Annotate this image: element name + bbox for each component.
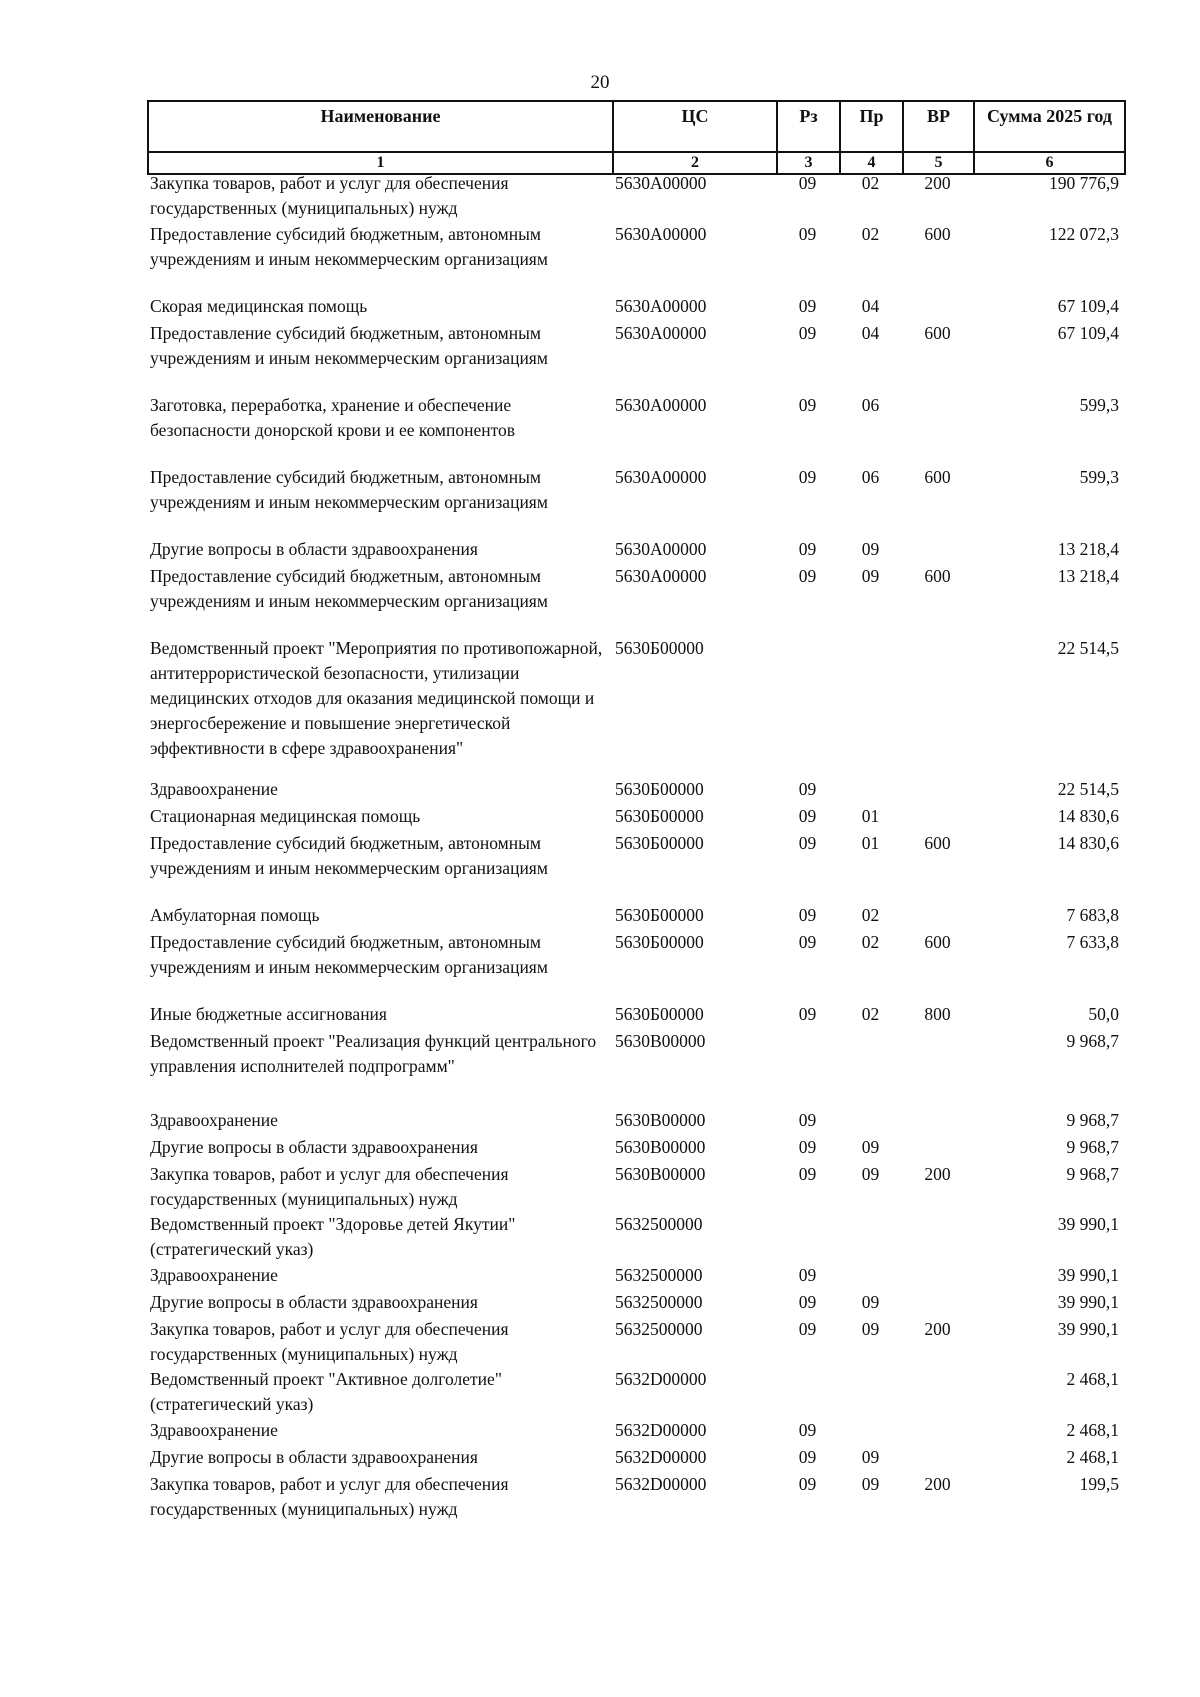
- table-row: [147, 1472, 1124, 1522]
- table-row: [147, 1290, 1124, 1317]
- row-rz-code: 09: [798, 1265, 817, 1285]
- table-row: [147, 777, 1124, 804]
- table-row: [147, 1263, 1124, 1290]
- row-cs-code: 5630А00000: [615, 395, 707, 415]
- row-pr-code: 09: [861, 1137, 880, 1157]
- row-vr-code: 200: [924, 1474, 951, 1494]
- row-rz-code: 09: [798, 905, 817, 925]
- row-pr-code: [839, 1418, 902, 1445]
- row-rz-code: 09: [798, 467, 817, 487]
- row-rz-code: 09: [798, 932, 817, 952]
- row-sum-value: 7 683,8: [1066, 905, 1119, 925]
- row-pr-code: 01: [861, 833, 880, 853]
- row-vr-code: 600: [924, 224, 951, 244]
- row-name: Иные бюджетные ассигнования: [150, 1004, 387, 1024]
- row-rz-code: 09: [798, 296, 817, 316]
- row-pr-code: 09: [861, 1447, 880, 1467]
- row-rz-code: 09: [798, 323, 817, 343]
- row-vr-code: [902, 1367, 973, 1418]
- row-rz-code: 09: [798, 1292, 817, 1312]
- row-vr-code: [902, 1418, 973, 1445]
- row-rz-code: 09: [798, 1447, 817, 1467]
- column-number: 6: [974, 152, 1125, 174]
- row-rz-code: 09: [798, 539, 817, 559]
- table-row: [147, 636, 1124, 777]
- row-name: Ведомственный проект "Здоровье детей Якутии" (стратегический указ): [150, 1214, 516, 1259]
- row-vr-code: [902, 1135, 973, 1162]
- row-sum-value: 599,3: [1079, 395, 1119, 415]
- row-cs-code: 5630Б00000: [615, 932, 704, 952]
- table-row: [147, 1162, 1124, 1212]
- row-cs-code: 5632500000: [615, 1265, 703, 1285]
- row-vr-code: [902, 1445, 973, 1472]
- row-name: Закупка товаров, работ и услуг для обеспечения государственных (муниципальных) нужд: [150, 1164, 509, 1209]
- row-vr-code: 200: [924, 1164, 951, 1184]
- row-vr-code: 600: [924, 833, 951, 853]
- row-vr-code: [902, 903, 973, 930]
- row-pr-code: 09: [861, 1292, 880, 1312]
- row-cs-code: 5630А00000: [615, 173, 707, 193]
- row-cs-code: 5630В00000: [615, 1164, 706, 1184]
- row-rz-code: [776, 1029, 839, 1108]
- table-row: [147, 1445, 1124, 1472]
- row-pr-code: 09: [861, 1474, 880, 1494]
- row-sum-value: 2 468,1: [1066, 1369, 1119, 1389]
- row-cs-code: 5632500000: [615, 1292, 703, 1312]
- row-sum-value: 199,5: [1079, 1474, 1119, 1494]
- row-sum-value: 50,0: [1088, 1004, 1119, 1024]
- row-sum-value: 39 990,1: [1057, 1265, 1119, 1285]
- row-pr-code: [839, 1367, 902, 1418]
- row-name: Здравоохранение: [150, 1420, 278, 1440]
- row-name: Скорая медицинская помощь: [150, 296, 368, 316]
- row-cs-code: 5630А00000: [615, 323, 707, 343]
- row-vr-code: [902, 636, 973, 777]
- row-rz-code: 09: [798, 1420, 817, 1440]
- row-rz-code: 09: [798, 224, 817, 244]
- row-pr-code: [839, 1029, 902, 1108]
- row-sum-value: 22 514,5: [1057, 638, 1119, 658]
- row-cs-code: 5632D00000: [615, 1474, 707, 1494]
- table-row: [147, 804, 1124, 831]
- row-cs-code: 5632D00000: [615, 1447, 707, 1467]
- row-name: Закупка товаров, работ и услуг для обеспечения государственных (муниципальных) нужд: [150, 1474, 509, 1519]
- row-name: Другие вопросы в области здравоохранения: [150, 1137, 478, 1157]
- row-name: Другие вопросы в области здравоохранения: [150, 539, 478, 559]
- row-vr-code: 200: [924, 1319, 951, 1339]
- row-pr-code: [839, 1263, 902, 1290]
- row-name: Предоставление субсидий бюджетным, автономным учреждениям и иным некоммерческим организациям: [150, 833, 548, 878]
- row-cs-code: 5630Б00000: [615, 833, 704, 853]
- row-cs-code: 5630В00000: [615, 1110, 706, 1130]
- row-rz-code: [776, 1212, 839, 1263]
- row-rz-code: 09: [798, 806, 817, 826]
- row-name: Предоставление субсидий бюджетным, автономным учреждениям и иным некоммерческим организациям: [150, 224, 548, 269]
- row-name: Предоставление субсидий бюджетным, автономным учреждениям и иным некоммерческим организациям: [150, 467, 548, 512]
- table-row: [147, 1135, 1124, 1162]
- column-number: 5: [903, 152, 974, 174]
- row-sum-value: 14 830,6: [1057, 833, 1119, 853]
- table-row: [147, 1418, 1124, 1445]
- row-name: Здравоохранение: [150, 779, 278, 799]
- row-rz-code: 09: [798, 1137, 817, 1157]
- row-pr-code: 02: [861, 932, 880, 952]
- row-pr-code: [839, 1212, 902, 1263]
- row-pr-code: 04: [861, 323, 880, 343]
- row-name: Ведомственный проект "Мероприятия по противопожарной, антитеррористической безопасности, утилизации медицинских отходов для оказания медицинской помощи и энергосбережение и повышение энергетической эффективности в сфере здравоохранения": [150, 638, 603, 758]
- row-cs-code: 5630А00000: [615, 467, 707, 487]
- row-cs-code: 5630В00000: [615, 1031, 706, 1051]
- row-cs-code: 5630А00000: [615, 539, 707, 559]
- row-pr-code: 02: [861, 173, 880, 193]
- row-sum-value: 13 218,4: [1057, 539, 1119, 559]
- row-rz-code: 09: [798, 779, 817, 799]
- row-name: Амбулаторная помощь: [150, 905, 320, 925]
- row-rz-code: 09: [798, 1164, 817, 1184]
- row-name: Здравоохранение: [150, 1265, 278, 1285]
- row-vr-code: [902, 777, 973, 804]
- row-cs-code: 5632500000: [615, 1214, 703, 1234]
- row-vr-code: [902, 1290, 973, 1317]
- row-sum-value: 14 830,6: [1057, 806, 1119, 826]
- table-header: [147, 100, 1126, 175]
- row-sum-value: 2 468,1: [1066, 1420, 1119, 1440]
- header-cs: ЦС: [613, 101, 777, 152]
- row-name: Предоставление субсидий бюджетным, автономным учреждениям и иным некоммерческим организациям: [150, 566, 548, 611]
- budget-table: [147, 171, 1124, 1522]
- row-pr-code: 01: [861, 806, 880, 826]
- row-pr-code: [839, 777, 902, 804]
- row-vr-code: [902, 804, 973, 831]
- row-cs-code: 5630А00000: [615, 296, 707, 316]
- row-vr-code: 600: [924, 932, 951, 952]
- row-name: Ведомственный проект "Активное долголетие" (стратегический указ): [150, 1369, 502, 1414]
- header-vr: ВР: [903, 101, 974, 152]
- row-pr-code: 06: [861, 395, 880, 415]
- row-vr-code: 800: [924, 1004, 951, 1024]
- table-row: [147, 171, 1124, 222]
- table-row: [147, 1212, 1124, 1263]
- row-rz-code: 09: [798, 1319, 817, 1339]
- row-name: Закупка товаров, работ и услуг для обеспечения государственных (муниципальных) нужд: [150, 1319, 509, 1364]
- row-rz-code: 09: [798, 566, 817, 586]
- table-row: [147, 222, 1124, 294]
- table-row: [147, 831, 1124, 903]
- row-sum-value: 67 109,4: [1057, 296, 1119, 316]
- row-sum-value: 9 968,7: [1066, 1164, 1119, 1184]
- row-sum-value: 190 776,9: [1049, 173, 1119, 193]
- row-name: Заготовка, переработка, хранение и обеспечение безопасности донорской крови и ее компонентов: [150, 395, 516, 440]
- row-pr-code: 02: [861, 1004, 880, 1024]
- column-number: 2: [613, 152, 777, 174]
- row-cs-code: 5630Б00000: [615, 806, 704, 826]
- page-number: 20: [590, 72, 610, 93]
- row-pr-code: [839, 636, 902, 777]
- row-rz-code: 09: [798, 1110, 817, 1130]
- row-cs-code: 5630А00000: [615, 566, 707, 586]
- row-name: Ведомственный проект "Реализация функций центрального управления исполнителей подпрограмм": [150, 1031, 597, 1076]
- row-cs-code: 5630Б00000: [615, 905, 704, 925]
- row-pr-code: 02: [861, 905, 880, 925]
- row-vr-code: [902, 1029, 973, 1108]
- row-name: Здравоохранение: [150, 1110, 278, 1130]
- row-pr-code: 09: [861, 1164, 880, 1184]
- column-number: 3: [777, 152, 840, 174]
- row-sum-value: 39 990,1: [1057, 1214, 1119, 1234]
- row-cs-code: 5632D00000: [615, 1369, 707, 1389]
- row-rz-code: 09: [798, 1004, 817, 1024]
- row-cs-code: 5630Б00000: [615, 1004, 704, 1024]
- row-pr-code: [839, 1108, 902, 1135]
- row-vr-code: [902, 1212, 973, 1263]
- header-sum: Сумма 2025 год: [974, 101, 1125, 152]
- row-name: Другие вопросы в области здравоохранения: [150, 1447, 478, 1467]
- row-vr-code: [902, 393, 973, 465]
- row-vr-code: [902, 1108, 973, 1135]
- row-vr-code: [902, 294, 973, 321]
- row-pr-code: 09: [861, 1319, 880, 1339]
- table-row: [147, 1367, 1124, 1418]
- row-vr-code: 200: [924, 173, 951, 193]
- row-pr-code: 06: [861, 467, 880, 487]
- table-row: [147, 930, 1124, 1002]
- header-rz: Рз: [777, 101, 840, 152]
- row-vr-code: [902, 1263, 973, 1290]
- row-sum-value: 9 968,7: [1066, 1110, 1119, 1130]
- table-row: [147, 393, 1124, 465]
- row-cs-code: 5630В00000: [615, 1137, 706, 1157]
- table-row: [147, 294, 1124, 321]
- row-pr-code: 09: [861, 566, 880, 586]
- row-sum-value: 67 109,4: [1057, 323, 1119, 343]
- row-sum-value: 39 990,1: [1057, 1292, 1119, 1312]
- row-rz-code: 09: [798, 1474, 817, 1494]
- row-name: Стационарная медицинская помощь: [150, 806, 421, 826]
- row-name: Предоставление субсидий бюджетным, автономным учреждениям и иным некоммерческим организациям: [150, 323, 548, 368]
- table-body: [147, 171, 1124, 1522]
- row-pr-code: 09: [861, 539, 880, 559]
- row-vr-code: [902, 537, 973, 564]
- row-sum-value: 22 514,5: [1057, 779, 1119, 799]
- row-name: Другие вопросы в области здравоохранения: [150, 1292, 478, 1312]
- header-pr: Пр: [840, 101, 903, 152]
- row-cs-code: 5630Б00000: [615, 638, 704, 658]
- row-rz-code: 09: [798, 395, 817, 415]
- table-row: [147, 465, 1124, 537]
- row-name: Предоставление субсидий бюджетным, автономным учреждениям и иным некоммерческим организациям: [150, 932, 548, 977]
- table-row: [147, 1029, 1124, 1108]
- row-name: Закупка товаров, работ и услуг для обеспечения государственных (муниципальных) нужд: [150, 173, 509, 218]
- column-number: 4: [840, 152, 903, 174]
- table-row: [147, 1108, 1124, 1135]
- row-rz-code: [776, 636, 839, 777]
- row-cs-code: 5630Б00000: [615, 779, 704, 799]
- row-sum-value: 2 468,1: [1066, 1447, 1119, 1467]
- row-sum-value: 9 968,7: [1066, 1137, 1119, 1157]
- row-rz-code: 09: [798, 833, 817, 853]
- row-sum-value: 122 072,3: [1049, 224, 1119, 244]
- table-row: [147, 1002, 1124, 1029]
- header-names-row: [148, 101, 1125, 152]
- row-sum-value: 7 633,8: [1066, 932, 1119, 952]
- row-cs-code: 5632500000: [615, 1319, 703, 1339]
- column-number: 1: [148, 152, 613, 174]
- row-sum-value: 599,3: [1079, 467, 1119, 487]
- table-row: [147, 537, 1124, 564]
- header-name: Наименование: [148, 101, 613, 152]
- row-vr-code: 600: [924, 467, 951, 487]
- row-cs-code: 5630А00000: [615, 224, 707, 244]
- row-sum-value: 39 990,1: [1057, 1319, 1119, 1339]
- row-rz-code: 09: [798, 173, 817, 193]
- row-vr-code: 600: [924, 323, 951, 343]
- row-vr-code: 600: [924, 566, 951, 586]
- table-row: [147, 903, 1124, 930]
- row-sum-value: 9 968,7: [1066, 1031, 1119, 1051]
- table-row: [147, 564, 1124, 636]
- table-row: [147, 321, 1124, 393]
- row-cs-code: 5632D00000: [615, 1420, 707, 1440]
- row-rz-code: [776, 1367, 839, 1418]
- row-pr-code: 04: [861, 296, 880, 316]
- row-sum-value: 13 218,4: [1057, 566, 1119, 586]
- row-pr-code: 02: [861, 224, 880, 244]
- table-row: [147, 1317, 1124, 1367]
